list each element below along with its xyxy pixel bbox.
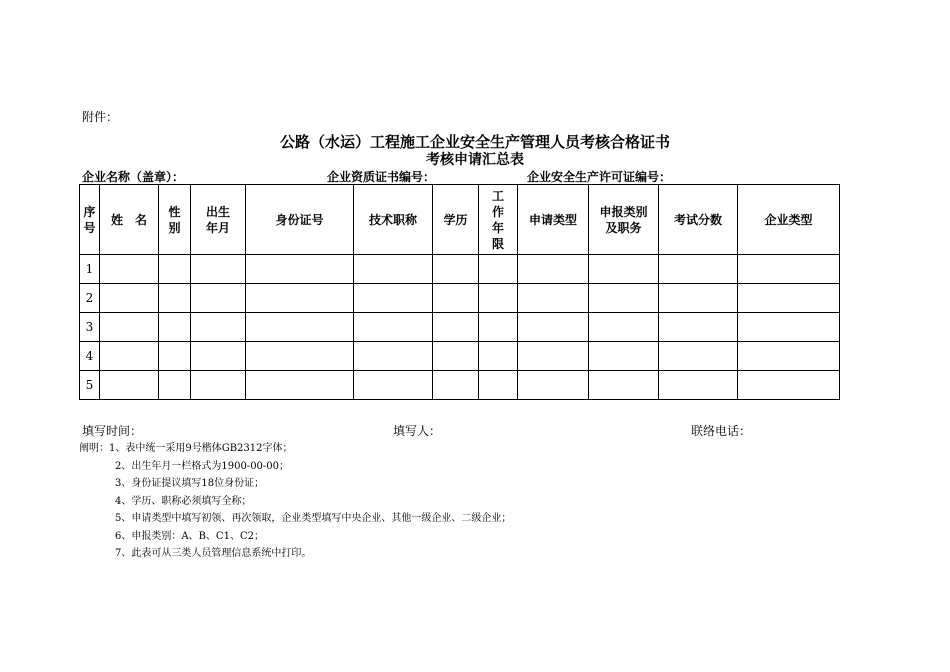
filler-label: 填写人：: [393, 424, 442, 438]
header-gender: 性 别: [159, 185, 191, 255]
header-seq: 序 号: [80, 185, 100, 255]
row-number: 2: [80, 284, 100, 313]
document-title: 公路（水运）工程施工企业安全生产管理人员考核合格证书: [279, 133, 670, 151]
note-item: 1、表中统一采用9号楷体GB2312字体；: [109, 443, 293, 454]
header-category: 申报类别 及职务: [589, 185, 659, 255]
document-subtitle: 考核申请汇总表: [426, 152, 524, 168]
note-item: 5、申请类型中填写初领、再次领取，企业类型填写中央企业、其他一级企业、二级企业；: [115, 513, 512, 524]
header-birth: 出生 年月: [191, 185, 246, 255]
notes-section: [79, 440, 511, 563]
qualification-cert-label: 企业资质证书编号：: [327, 170, 436, 184]
note-item: 7、此表可从三类人员管理信息系统中打印。: [115, 548, 312, 559]
row-number: 3: [80, 313, 100, 342]
note-item: 6、申报类别：A、B、C1、C2；: [115, 530, 264, 542]
phone-label: 联络电话：: [691, 424, 752, 438]
note-item: 2、出生年月一栏格式为1900-00-00；: [115, 460, 290, 472]
note-line-1: [79, 440, 511, 458]
header-education: 学历: [433, 185, 479, 255]
header-tech-title: 技术职称: [354, 185, 433, 255]
application-summary-table: [79, 184, 840, 400]
header-apply-type: 申请类型: [518, 185, 589, 255]
table-row: [80, 284, 840, 313]
note-item: 4、学历、职称必须填写全称；: [115, 495, 252, 507]
header-company-type: 企业类型: [738, 185, 840, 255]
table-row: [80, 255, 840, 284]
header-name: 姓 名: [100, 185, 159, 255]
row-number: 5: [80, 371, 100, 400]
table-row: [80, 313, 840, 342]
table-row: [80, 371, 840, 400]
note-item: 3、身份证提议填写18位身份证；: [115, 478, 265, 489]
row-number: 4: [80, 342, 100, 371]
safety-permit-label: 企业安全生产许可证编号：: [527, 170, 672, 184]
fill-time-label: 填写时间：: [82, 424, 143, 438]
header-work-years: 工 作 年 限: [479, 185, 518, 255]
attachment-label: 附件：: [82, 110, 119, 124]
header-score: 考试分数: [659, 185, 738, 255]
header-id-number: 身份证号: [246, 185, 354, 255]
notes-prefix: 阐明：: [79, 443, 109, 454]
table-header-row: [80, 185, 840, 255]
company-name-label: 企业名称（盖章）：: [82, 170, 185, 184]
table-row: [80, 342, 840, 371]
row-number: 1: [80, 255, 100, 284]
